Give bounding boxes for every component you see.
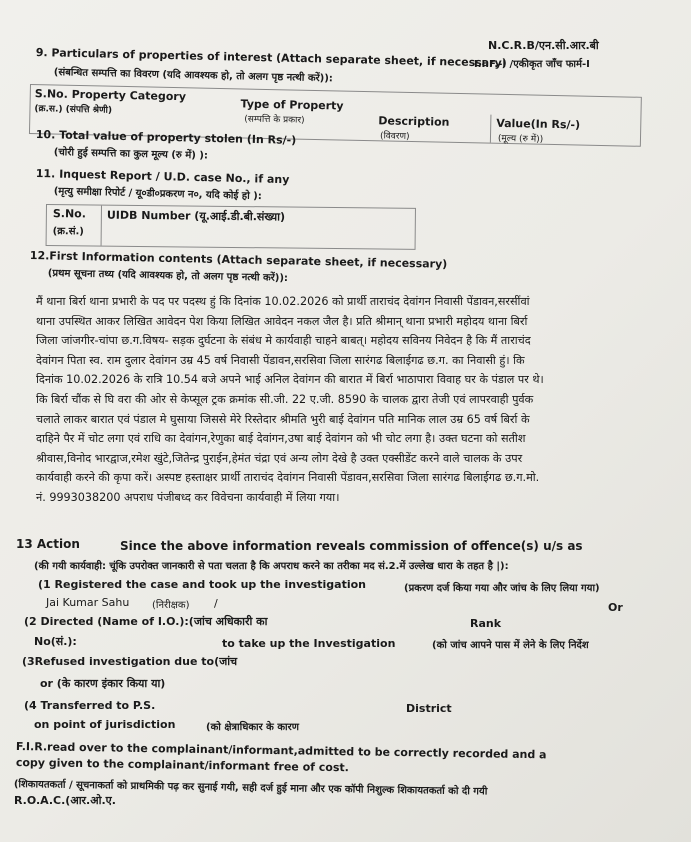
iif-label: I.I.F.-I /एकीकृत जाँच फार्म-I [474, 59, 590, 70]
col-description-hindi: (विवरण) [379, 131, 410, 142]
fir-line: देवांगन पिता स्व. राम दुलार देवांगन उम्र 45 वर्ष निवासी पेंडावन,सरसिवा जिला सारंगढ बिलाईगढ छ.ग. का निवासी हुं। कि [36, 353, 525, 367]
option3-refused-hindi: or (के कारण इंकार किया या) [40, 677, 166, 690]
section11-title: 11. Inquest Report / U.D. case No., if any [35, 167, 290, 187]
option3-refused: (3Refused investigation due to(जांच [22, 655, 238, 668]
fir-line: दिनांक 10.02.2026 के रात्रि 10.54 बजे अपने भाई अनिल देवांगन की बारात में बिर्रा भाठापारा विवाह घर के पंडाल पर थे। [36, 373, 544, 387]
fir-line: दाहिने पैर में चोट लगा एवं राधि का देवांगन,रेणुका बाई देवांगन,उषा बाई देवांगन को भी चोट लगा है। उक्त घटना को सतीश [36, 432, 526, 446]
section12-title-hindi: (प्रथम सूचना तथ्य (यदि आवश्यक हो, तो अलग पृष्ठ नत्थी करें)): [47, 267, 289, 285]
section13-since: Since the above information reveals commission of offence(s) u/s as [120, 539, 583, 553]
jurisdiction-hindi: (को क्षेत्राधिकार के कारण [206, 722, 299, 733]
section9-title-hindi: (संबन्धित सम्पत्ति का विवरण (यदि आवश्यक हो, तो अलग पृष्ठ नत्थी करें)): [53, 66, 333, 85]
col-sno-category: S.No. Property Category [34, 87, 187, 104]
fir-contents [36, 292, 666, 508]
fir-readover-hindi: (शिकायतकर्ता / सूचनाकर्ता को प्राथमिकी पढ़ कर सुनाई गयी, सही दर्ज हुई माना और एक कॉपी निशुल्क शिकायतकर्ता को दी गयी [13, 778, 488, 798]
col-description: Description [378, 114, 450, 129]
officer-name: Jai Kumar Sahu [46, 596, 130, 609]
fir-readover-line2: copy given to the complainant/informant free of cost. [15, 756, 349, 775]
roac-label: R.O.A.C.(आर.ओ.ए. [14, 794, 116, 807]
col-sno-category-hindi: (क्र.स.) (संपत्ति श्रेणी) [34, 104, 113, 116]
section11-title-hindi: (मृत्यु समीक्षा रिपोर्ट / यू०डी०प्रकरण न०, यदि कोई हो ): [53, 185, 262, 203]
section9-title: 9. Particulars of properties of interest (Attach separate sheet, if necessary) [35, 46, 507, 70]
section10-title: 10. Total value of property stolen (In Rs/-) [35, 128, 297, 147]
col-value-hindi: (मूल्य (रु में)) [497, 133, 544, 145]
col-type-hindi: (सम्पत्ति के प्रकार) [244, 114, 305, 126]
to-take-up-hindi: (को जांच आपने पास में लेने के लिए निर्देश [432, 640, 589, 651]
or-label: Or [608, 601, 623, 614]
uidb-table [46, 204, 416, 250]
no-label: No(सं.): [34, 635, 77, 648]
fir-line: जिला जांजगीर-चांपा छ.ग.विषय- सड़क दुर्घटना के संबंध मे कार्यवाही चाहने बाबत्। महोदय सविनय निवेदन है कि मैं ताराचंद [36, 334, 531, 348]
fir-readover-line1: F.I.R.read over to the complainant/informant,admitted to be correctly recorded and a [15, 740, 547, 762]
fir-line: कार्यवाही करने की कृपा करें। अस्पष्ट हस्ताक्षर प्रार्थी ताराचंद देवांगन निवासी पेंडावन,सरसिवा जिला सारंगढ बिलाईगढ छ.ग.मो. [36, 471, 540, 485]
district-label: District [406, 702, 452, 715]
uidb-col-sno: S.No. [52, 207, 87, 221]
fir-line: चलाते लाकर बारात एवं पंडाल मे घुसाया जिससे मेरे रिस्तेदार श्रीमति भुरी बाई देवांगन पति मानिक लाल उम्र 65 वर्ष बिर्रा के [36, 412, 530, 426]
section13-title: 13 Action [16, 537, 80, 551]
option2-directed: (2 Directed (Name of I.O.):(जांच अधिकारी का [24, 615, 268, 628]
jurisdiction-label: on point of jurisdiction [34, 718, 176, 731]
officer-rank: (निरीक्षक) [152, 600, 190, 611]
fir-line: कि बिर्रा चौंक से घि वरा की ओर से केप्सूल ट्रक क्रमांक सी.जी. 22 ए.जी. 8590 के चालक द्वारा तेजी एवं लापरवाही पुर्वक [36, 392, 534, 406]
officer-slash: / [214, 597, 218, 610]
ncrb-label: N.C.R.B/एन.सी.आर.बी [488, 39, 599, 52]
col-value: Value(In Rs/-) [496, 116, 581, 132]
section12-title: 12.First Information contents (Attach separate sheet, if necessary) [29, 249, 448, 271]
fir-line: नं. 9993038200 अपराध पंजीबध्द कर विवेचना कार्यवाही में लिया गया। [36, 490, 340, 504]
fir-line: थाना उपस्थित आकर लिखित आवेदन पेश किया लिखित आवेदन नकल जैल है। प्रति श्रीमान् थाना प्रभारी महोदय थाना बिर्रा [36, 314, 528, 328]
to-take-up: to take up the Investigation [222, 637, 396, 650]
section10-title-hindi: (चोरी हुई सम्पत्ति का कुल मूल्य (रु में) ): [53, 146, 209, 162]
fir-line: मैं थाना बिर्रा थाना प्रभारी के पद पर पदस्थ हुं कि दिनांक 10.02.2026 को प्रार्थी ताराचंद देवांगन निवासी पेंडावन,सरसींवां [36, 295, 530, 308]
fir-line: श्रीवास,विनोद भारद्वाज,रमेश खुंटे,जितेन्द्र पुराईन,हेमंत चंद्रा एवं अन्य लोग देखे है उक्त एक्सीडेंट करने वाले चालक के उपर [36, 451, 523, 465]
rank-label: Rank [470, 617, 502, 630]
section13-since-hindi: (की गयी कार्यवाही: चूंकि उपरोक्त जानकारी से पता चलता है कि अपराध करने का तरीका मद सं.2.में उल्लेख धारा के तहत है |): [34, 561, 509, 572]
option4-transferred: (4 Transferred to P.S. [24, 699, 156, 712]
option1-registered: (1 Registered the case and took up the investigation [38, 578, 367, 591]
col-type: Type of Property [240, 97, 344, 113]
uidb-col-number: UIDB Number (यू.आई.डी.बी.संख्या) [106, 208, 286, 224]
option1-registered-hindi: (प्रकरण दर्ज किया गया और जांच के लिए लिया गया) [404, 583, 600, 594]
uidb-col-sno-hindi: (क्र.सं.) [52, 226, 84, 238]
